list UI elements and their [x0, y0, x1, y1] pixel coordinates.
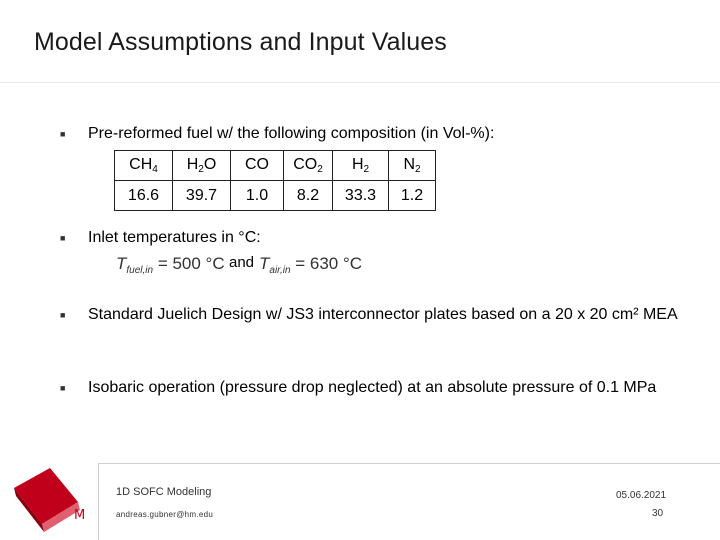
composition-table	[114, 150, 436, 211]
page-title: Model Assumptions and Input Values	[34, 28, 447, 56]
table-cell: 1.0	[231, 181, 284, 211]
bullet-text: Pre-reformed fuel w/ the following composition (in Vol-%):	[88, 125, 495, 142]
formula-air-temperature: $T_{air,in} = 630$ °C	[259, 254, 363, 276]
bullet-isobaric-operation	[60, 377, 690, 421]
bullet-juelich-design	[60, 304, 690, 348]
formula-connector: and	[229, 254, 255, 271]
title-divider	[0, 82, 720, 83]
table-header-cell: $H_2$	[333, 151, 389, 181]
table-header-cell: $N_2$	[389, 151, 436, 181]
bullet-text: Inlet temperatures in °C:	[88, 229, 261, 246]
bullet-square-icon: ■	[60, 233, 66, 243]
bullet-square-icon: ■	[60, 310, 66, 320]
table-header-cell: $CO_2$	[284, 151, 333, 181]
table-cell: 39.7	[173, 181, 231, 211]
page-number: 30	[652, 508, 664, 519]
footer-date: 05.06.2021	[616, 490, 667, 501]
logo-letter: M	[74, 508, 86, 523]
table-cell: 1.2	[389, 181, 436, 211]
footer-vertical-divider	[98, 463, 99, 540]
table-cell: 8.2	[284, 181, 333, 211]
formula-fuel-temperature: $T_{fuel,in} = 500$ °C	[116, 254, 225, 276]
table-header-cell: $H_2O$	[173, 151, 231, 181]
footer-title: 1D SOFC Modeling	[116, 486, 212, 498]
table-cell: 33.3	[333, 181, 389, 211]
table-cell: 16.6	[115, 181, 173, 211]
bullet-square-icon: ■	[60, 383, 66, 393]
bullet-square-icon: ■	[60, 129, 66, 139]
footer-email: andreas.gubner@hm.edu	[116, 510, 214, 519]
bullet-text: Isobaric operation (pressure drop neglected) at an absolute pressure of 0.1 MPa	[88, 379, 657, 396]
table-header-cell: $CH_4$	[115, 151, 173, 181]
table-header-row	[115, 151, 436, 181]
table-row	[115, 181, 436, 211]
bullet-text: Standard Juelich Design w/ JS3 interconnector plates based on a 20 x 20 cm² MEA	[88, 306, 678, 323]
footer-horizontal-divider	[98, 463, 720, 464]
table-header-cell: CO	[231, 151, 284, 181]
university-logo-icon	[10, 466, 90, 536]
